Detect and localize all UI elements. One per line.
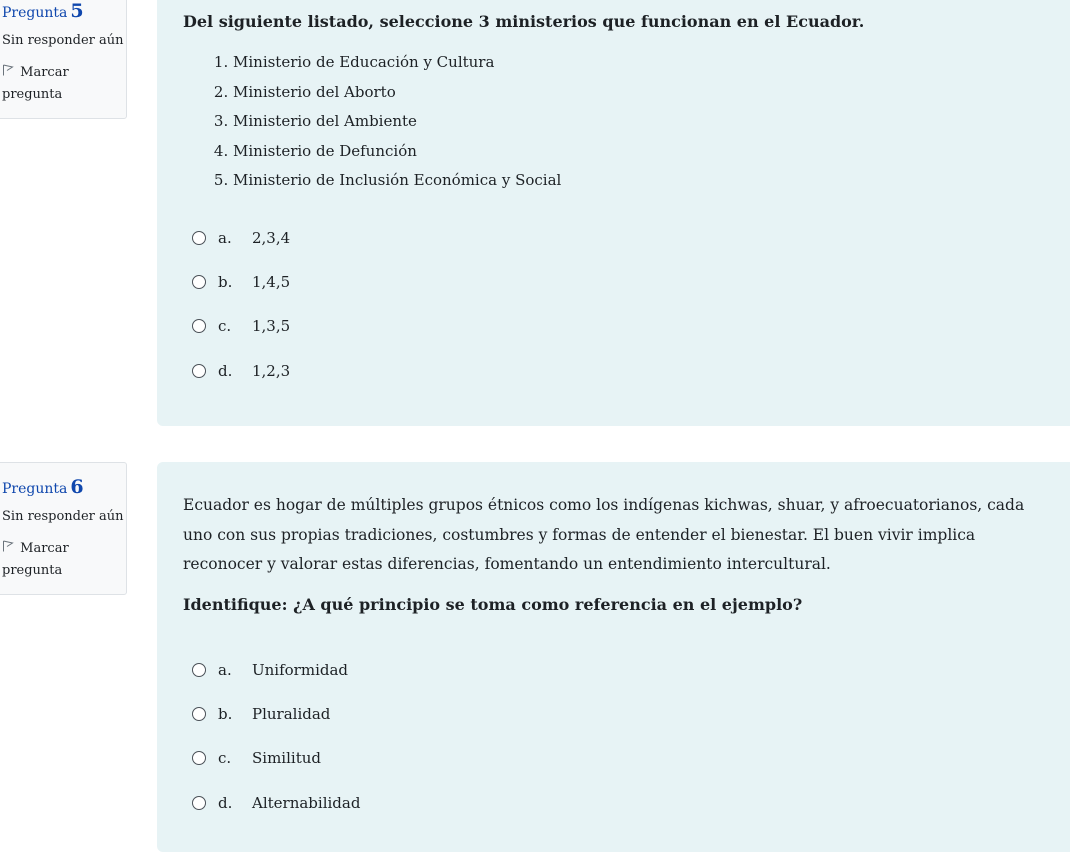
answer-option-c[interactable]: c. 1,3,5 (183, 304, 1051, 348)
flag-icon (2, 538, 16, 560)
question-5-content (157, 0, 1070, 426)
question-6-info (0, 462, 127, 595)
answer-option-a[interactable]: a. 2,3,4 (183, 216, 1051, 260)
list-item: 3. Ministerio del Ambiente (233, 107, 1051, 137)
question-5-answers (183, 216, 1051, 394)
question-5-number: Pregunta 5 (2, 0, 84, 22)
flag-question-5-button[interactable]: Marcar pregunta (2, 62, 126, 106)
answer-option-a[interactable]: a. Uniformidad (183, 648, 1051, 692)
question-6-content (157, 462, 1070, 852)
question-6-number: Pregunta 6 (2, 476, 84, 498)
radio-button[interactable] (192, 663, 206, 677)
answer-option-d[interactable]: d. Alternabilidad (183, 781, 1051, 825)
answer-option-c[interactable]: c. Similitud (183, 736, 1051, 780)
question-6-paragraph: Ecuador es hogar de múltiples grupos étnicos como los indígenas kichwas, shuar, y afroecuatorianos, cada uno con sus propias tradiciones, costumbres y formas de entender el bienestar. El buen vivir implica reconocer y valorar estas diferencias, fomentando un entendimiento intercultural. (183, 496, 1025, 573)
list-item: 4. Ministerio de Defunción (233, 137, 1051, 167)
ministry-list (183, 48, 1051, 196)
radio-button[interactable] (192, 707, 206, 721)
answer-option-b[interactable]: b. 1,4,5 (183, 260, 1051, 304)
radio-button[interactable] (192, 796, 206, 810)
list-item: 1. Ministerio de Educación y Cultura (233, 48, 1051, 78)
question-6-state: Sin responder aún (2, 509, 124, 524)
radio-button[interactable] (192, 751, 206, 765)
radio-button[interactable] (192, 275, 206, 289)
question-6-answers (183, 648, 1051, 826)
question-5-state: Sin responder aún (2, 33, 124, 48)
question-5-info (0, 0, 127, 119)
answer-option-b[interactable]: b. Pluralidad (183, 692, 1051, 736)
answer-option-d[interactable]: d. 1,2,3 (183, 349, 1051, 393)
flag-question-6-button[interactable]: Marcar pregunta (2, 538, 126, 582)
list-item: 5. Ministerio de Inclusión Económica y Social (233, 166, 1051, 196)
radio-button[interactable] (192, 364, 206, 378)
radio-button[interactable] (192, 231, 206, 245)
radio-button[interactable] (192, 319, 206, 333)
list-item: 2. Ministerio del Aborto (233, 78, 1051, 108)
question-5-title: Del siguiente listado, seleccione 3 ministerios que funcionan en el Ecuador. (183, 12, 865, 31)
question-6-title: Identifique: ¿A qué principio se toma como referencia en el ejemplo? (183, 594, 803, 614)
flag-icon (2, 62, 16, 84)
